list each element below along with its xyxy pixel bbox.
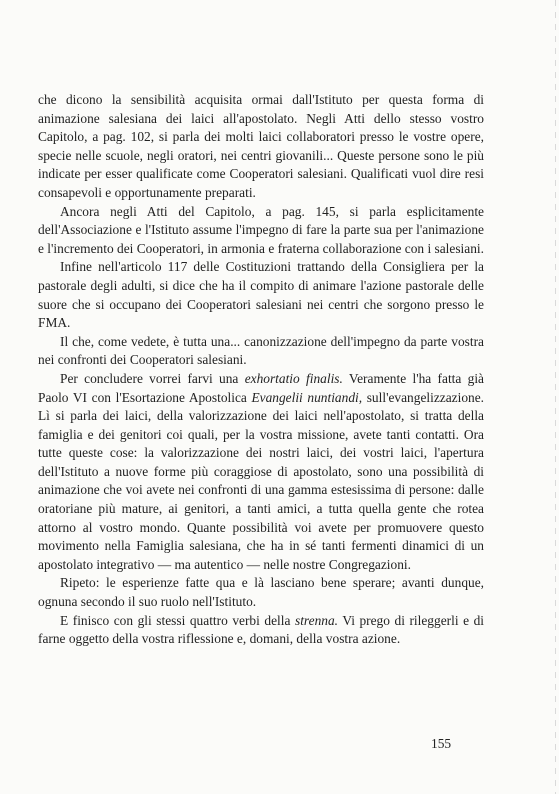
text-run: Infine nell'articolo 117 delle Costituzioni trattando della Consigliera per la pastorale degli adulti, si dice che ha il compito di animare l'azione pastorale delle suore che si occupano dei Cooperatori salesiani nei centri che sorgono presso le FMA. — [38, 259, 484, 331]
paragraph-3 — [38, 258, 484, 332]
paragraph-7 — [38, 612, 484, 649]
page-number: 155 — [431, 736, 452, 751]
italic-phrase: exhortatio finalis. — [244, 370, 343, 386]
text-run: che dicono la sensibilità acquisita ormai dall'Istituto per questa forma di animazione salesiana dei laici all'apostolato. Negli Atti dello stesso vostro Capitolo, a pag. 102, si parla dei molti laici collaboratori presso le vostre opere, specie nelle scuole, negli oratori, nei centri giovanili... Queste persone sono le più indicate per esser qualificate come Cooperatori salesiani. Qualificati vuol dire resi consapevoli e opportunamente preparati. — [38, 92, 484, 200]
body-text — [38, 91, 484, 649]
paragraph-2 — [38, 203, 484, 259]
text-run: Vi prego di rileggerli e di farne oggetto della vostra riflessione e, domani, della vostra azione. — [38, 612, 484, 647]
italic-phrase: strenna. — [294, 612, 339, 628]
paragraph-1 — [38, 91, 484, 203]
italic-phrase: Evangelii nuntiandi, — [251, 389, 363, 405]
text-run: Ripeto: le esperienze fatte qua e là lasciano bene sperare; avanti dunque, ognuna secondo il suo ruolo nell'Istituto. — [38, 575, 484, 610]
scan-edge-mark — [555, 0, 556, 794]
text-run: Ancora negli Atti del Capitolo, a pag. 145, si parla esplicitamente dell'Associazione e l'Istituto assume l'impegno di fare la parte sua per l'animazione e l'incremento dei Cooperatori, in armonia e fraterna collaborazione con i salesiani. — [38, 203, 484, 256]
text-run: E finisco con gli stessi quattro verbi della — [60, 612, 295, 628]
text-run: sull'evangelizzazione. Lì si parla dei laici, della valorizzazione dei laici nell'apostolato, si tratta della famiglia e dei genitori coi quali, per la vostra missione, avete tanti contatti. Ora tutte queste cose: la valorizzazione dei nostri laici, dei vostri laici, l'apertura dell'Istituto a nuove forme più coraggiose di apostolato, sono una possibilità di animazione che voi avete nei confronti di una gamma estesissima di persone: dalle oratoriane più mature, ai genitori, a tanti amici, a tutta quella gente che rotea attorno al vostro mondo. Quante possibilità voi avete per promuovere questo movimento nella Famiglia salesiana, che ha in sé tanti fermenti dinamici di un apostolato integrativo — ma autentico — nelle nostre Congregazioni. — [38, 389, 485, 572]
paragraph-4 — [38, 333, 484, 370]
text-run: Il che, come vedete, è tutta una... canonizzazione dell'impegno da parte vostra nei confronti dei Cooperatori salesiani. — [38, 333, 484, 368]
text-run: Veramente l'ha fatta già Paolo VI con l'Esortazione Apostolica — [38, 370, 484, 405]
text-run: Per concludere vorrei farvi una — [60, 370, 245, 386]
paragraph-5 — [38, 370, 484, 575]
paragraph-6 — [38, 574, 484, 611]
